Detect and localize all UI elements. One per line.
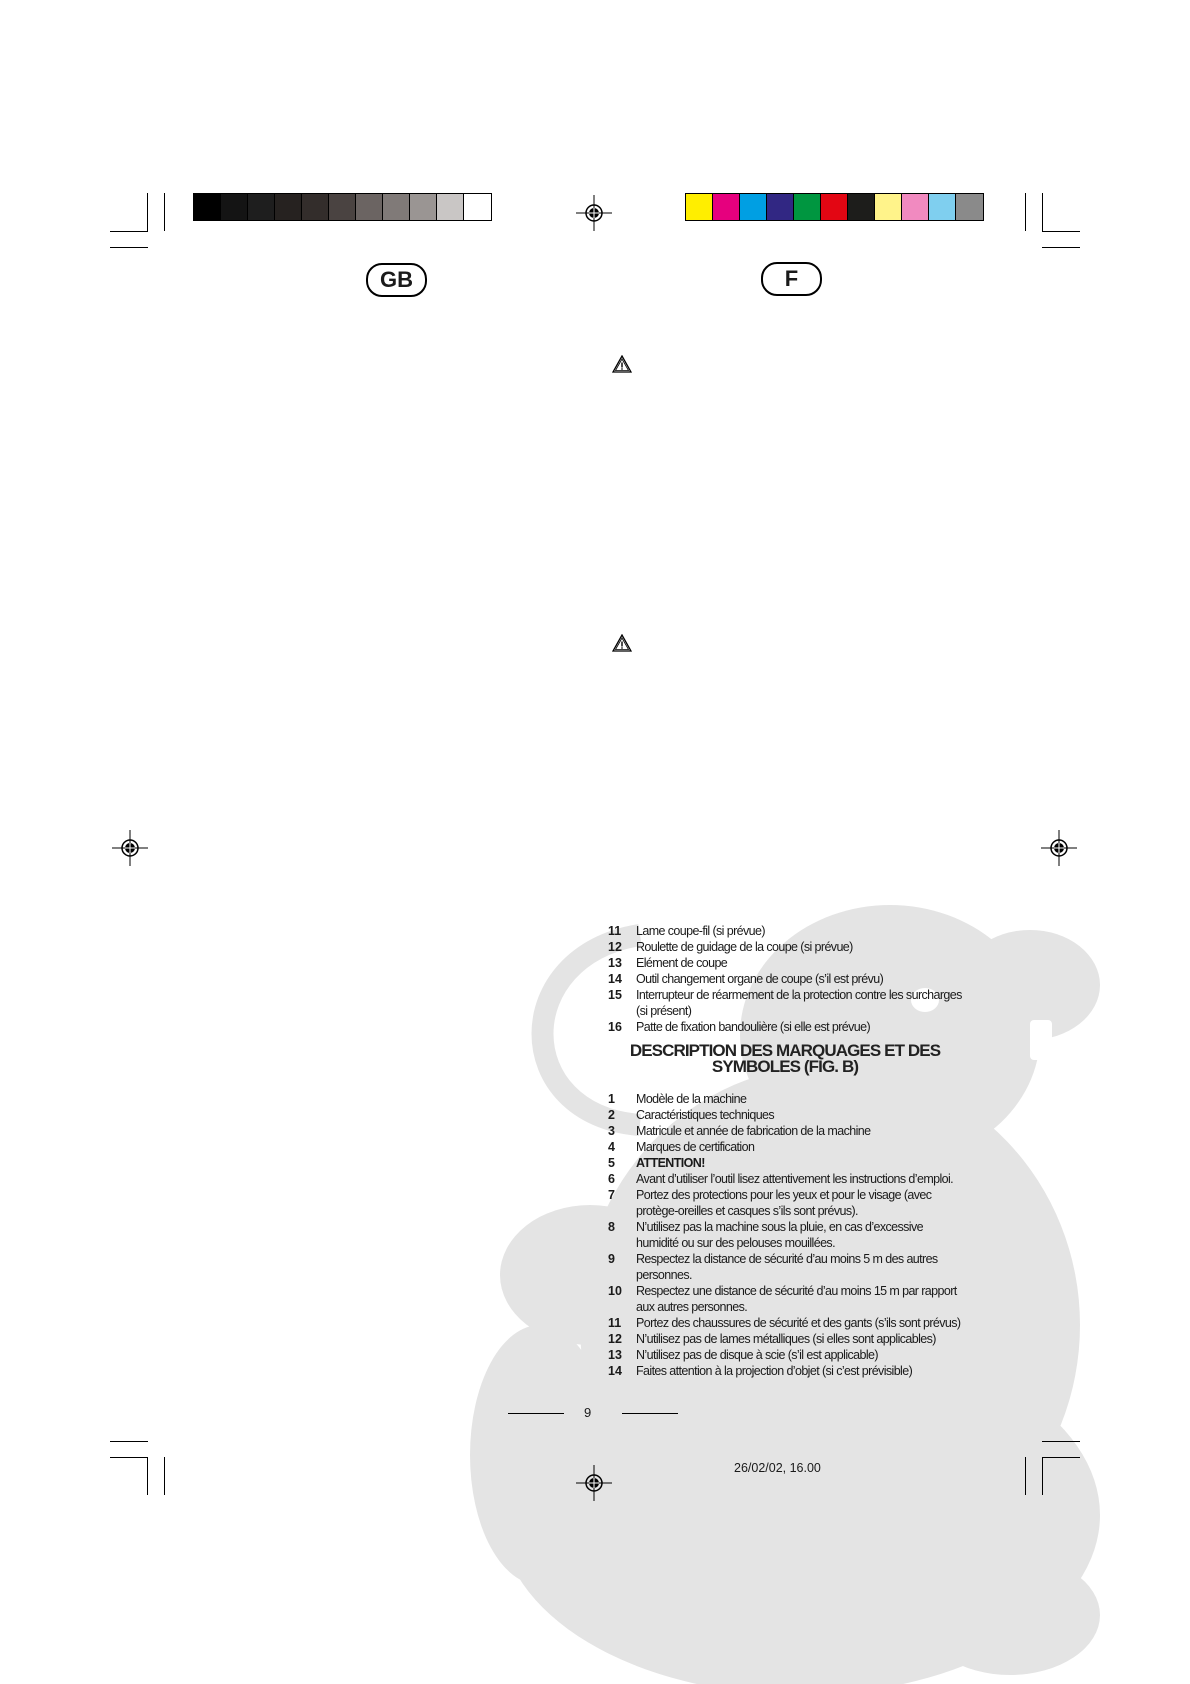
crop-mark — [110, 1441, 148, 1442]
list-item-text: Lame coupe-fil (si prévue) — [636, 924, 765, 938]
language-badge-gb: GB — [366, 263, 427, 297]
crop-mark — [1042, 193, 1043, 231]
grayscale-calibration-bar — [193, 193, 492, 221]
crop-mark — [147, 193, 148, 231]
list-item-number: 16 — [608, 1020, 622, 1034]
list-item-number: 9 — [608, 1252, 615, 1266]
color-swatch — [194, 194, 221, 220]
crop-mark — [1042, 231, 1080, 232]
list-item-number: 13 — [608, 956, 622, 970]
list-item-number: 6 — [608, 1172, 615, 1186]
list-item-number: 3 — [608, 1124, 615, 1138]
list-item-number: 12 — [608, 940, 622, 954]
list-item — [608, 955, 968, 971]
page-number-rule — [508, 1413, 564, 1414]
list-item — [608, 1347, 968, 1363]
color-swatch — [275, 194, 302, 220]
list-item-text: N’utilisez pas la machine sous la pluie, en cas d’excessive humidité ou sur des pelouses mouillées. — [636, 1220, 923, 1250]
list-item-number: 14 — [608, 1364, 622, 1378]
list-item — [608, 1187, 968, 1219]
warning-triangle-icon — [612, 634, 632, 652]
list-item-number: 14 — [608, 972, 622, 986]
list-item-text: Modèle de la machine — [636, 1092, 747, 1106]
language-badge-f: F — [761, 262, 822, 296]
color-swatch — [221, 194, 248, 220]
list-item — [608, 1315, 968, 1331]
crop-mark — [110, 231, 148, 232]
list-item — [608, 1251, 968, 1283]
list-item — [608, 923, 968, 939]
list-item-text: Portez des protections pour les yeux et pour le visage (avec protège-oreilles et casques s’ils sont prévus). — [636, 1188, 932, 1218]
list-item-text: N’utilisez pas de lames métalliques (si elles sont applicables) — [636, 1332, 936, 1346]
list-item-text: Marques de certification — [636, 1140, 755, 1154]
list-item-text: ATTENTION! — [636, 1156, 705, 1170]
color-swatch — [821, 194, 848, 220]
list-item — [608, 1331, 968, 1347]
parts-list — [608, 923, 968, 1035]
color-swatch — [248, 194, 275, 220]
color-swatch — [464, 194, 491, 220]
crop-mark — [1042, 1441, 1080, 1442]
list-item — [608, 1171, 968, 1187]
color-swatch — [686, 194, 713, 220]
list-item-number: 8 — [608, 1220, 615, 1234]
color-swatch — [713, 194, 740, 220]
registration-mark-icon — [112, 830, 148, 866]
list-item — [608, 1091, 968, 1107]
crop-mark — [1042, 1457, 1043, 1495]
color-swatch — [794, 194, 821, 220]
list-item-number: 12 — [608, 1332, 622, 1346]
crop-mark — [1042, 1457, 1080, 1458]
color-calibration-bar — [685, 193, 984, 221]
list-item-number: 11 — [608, 1316, 622, 1330]
list-item — [608, 1123, 968, 1139]
color-swatch — [302, 194, 329, 220]
color-swatch — [956, 194, 983, 220]
list-item-number: 15 — [608, 988, 622, 1002]
list-item-text: Respectez une distance de sécurité d’au moins 15 m par rapport aux autres personnes. — [636, 1284, 957, 1314]
crop-mark — [147, 1457, 148, 1495]
color-swatch — [848, 194, 875, 220]
color-swatch — [356, 194, 383, 220]
list-item-text: Roulette de guidage de la coupe (si prévue) — [636, 940, 853, 954]
list-item-text: Patte de fixation bandoulière (si elle est prévue) — [636, 1020, 871, 1034]
section-title: DESCRIPTION DES MARQUAGES ET DES SYMBOLES (FIG. B) — [629, 1041, 941, 1076]
crop-mark — [164, 1457, 165, 1495]
list-item — [608, 1019, 968, 1035]
list-item-number: 13 — [608, 1348, 622, 1362]
list-item-text: Elément de coupe — [636, 956, 728, 970]
symbols-list — [608, 1091, 968, 1379]
list-item — [608, 939, 968, 955]
color-swatch — [929, 194, 956, 220]
color-swatch — [875, 194, 902, 220]
list-item-text: Interrupteur de réarmement de la protection contre les surcharges (si présent) — [636, 988, 962, 1018]
color-swatch — [329, 194, 356, 220]
list-item — [608, 1363, 968, 1379]
list-item-text: Portez des chaussures de sécurité et des gants (s’ils sont prévus) — [636, 1316, 961, 1330]
list-item-text: Avant d’utiliser l’outil lisez attentivement les instructions d’emploi. — [636, 1172, 954, 1186]
list-item-text: Caractéristiques techniques — [636, 1108, 775, 1122]
crop-mark — [164, 193, 165, 231]
list-item-text: Respectez la distance de sécurité d’au moins 5 m des autres personnes. — [636, 1252, 938, 1282]
registration-mark-icon — [576, 1465, 612, 1501]
crop-mark — [110, 1457, 148, 1458]
list-item — [608, 1139, 968, 1155]
color-swatch — [902, 194, 929, 220]
color-swatch — [437, 194, 464, 220]
list-item-text: Outil changement organe de coupe (s’il est prévu) — [636, 972, 884, 986]
list-item-number: 1 — [608, 1092, 615, 1106]
list-item-text: Matricule et année de fabrication de la machine — [636, 1124, 871, 1138]
crop-mark — [110, 247, 148, 248]
print-timestamp: 26/02/02, 16.00 — [734, 1461, 821, 1475]
list-item — [608, 1155, 968, 1171]
registration-mark-icon — [1041, 830, 1077, 866]
page-number-rule — [622, 1413, 678, 1414]
list-item-number: 2 — [608, 1108, 615, 1122]
crop-mark — [1025, 1457, 1026, 1495]
warning-triangle-icon — [612, 355, 632, 373]
list-item — [608, 1283, 968, 1315]
color-swatch — [383, 194, 410, 220]
list-item — [608, 987, 968, 1019]
registration-mark-icon — [576, 195, 612, 231]
crop-mark — [1042, 247, 1080, 248]
color-swatch — [767, 194, 794, 220]
list-item — [608, 1107, 968, 1123]
list-item — [608, 1219, 968, 1251]
crop-mark — [1025, 193, 1026, 231]
page-number: 9 — [584, 1405, 592, 1420]
list-item-number: 11 — [608, 924, 622, 938]
color-swatch — [740, 194, 767, 220]
list-item-number: 7 — [608, 1188, 615, 1202]
list-item-number: 10 — [608, 1284, 622, 1298]
list-item-number: 4 — [608, 1140, 615, 1154]
list-item-text: N’utilisez pas de disque à scie (s’il est applicable) — [636, 1348, 878, 1362]
list-item-text: Faites attention à la projection d’objet (si c’est prévisible) — [636, 1364, 913, 1378]
color-swatch — [410, 194, 437, 220]
list-item-number: 5 — [608, 1156, 615, 1170]
list-item — [608, 971, 968, 987]
